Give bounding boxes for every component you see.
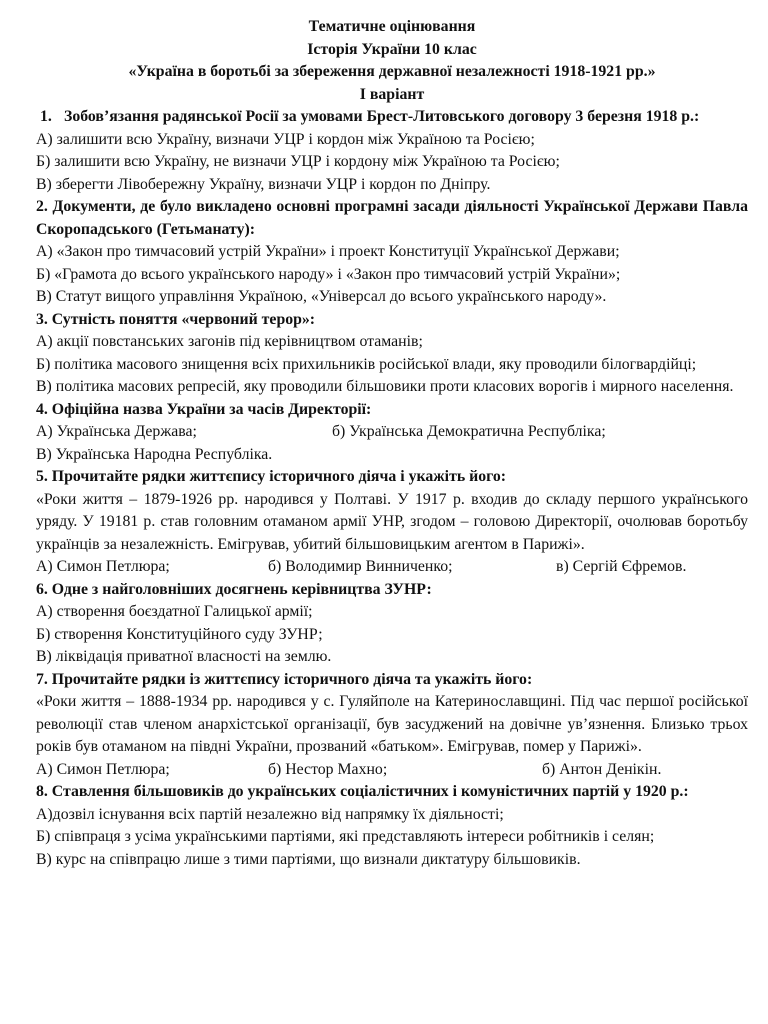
- question-8-option-b: Б) співпраця з усіма українськими партіями, які представляють інтереси робітників і селян;: [36, 828, 655, 845]
- question-6: [36, 579, 748, 669]
- question-7-option-c: б) Антон Денікін.: [542, 760, 662, 778]
- question-1-option-a: А) залишити всю Україну, визначи УЦР і кордон між Україною та Росією;: [36, 130, 535, 148]
- question-7-quote: «Роки життя – 1888-1934 рр. народився у с. Гуляйполе на Катеринославщині. Під час першої російської революції став членом анархістської організації, був засуджений на довічне ув’язнення. Близько трьох років був отаманом на півдні України, прозваний «батьком». Емігрував, помер у Парижі».: [36, 693, 748, 755]
- question-4-option-a: А) Українська Держава;: [36, 423, 197, 440]
- question-4-option-c: В) Українська Народна Республіка.: [36, 445, 273, 463]
- question-8-option-c: В) курс на співпрацю лише з тими партіями, що визнали диктатуру більшовиків.: [36, 850, 581, 868]
- question-5: [36, 466, 748, 579]
- question-3-option-b: Б) політика масового знищення всіх прихильників російської влади, яку проводили білогвардійці;: [36, 355, 697, 373]
- question-5-options-row: [36, 556, 748, 579]
- question-1: [36, 106, 748, 196]
- question-8-option-a: А)дозвіл існування всіх партій незалежно від напрямку їх діяльності;: [36, 805, 504, 823]
- question-3-title: 3. Сутність поняття «червоний терор»:: [36, 310, 316, 328]
- header-line-1: Тематичне оцінювання: [308, 18, 476, 35]
- question-1-option-c: В) зберегти Лівобережну Україну, визначи УЦР і кордон по Дніпру.: [36, 175, 491, 193]
- question-8-title: 8. Ставлення більшовиків до українських соціалістичних і комуністичних партій у 1920 р.:: [36, 783, 689, 800]
- question-5-option-c: в) Сергій Єфремов.: [556, 558, 687, 575]
- question-4-option-b: б) Українська Демократична Республіка;: [332, 423, 606, 440]
- question-6-option-a: А) створення боєздатної Галицької армії;: [36, 603, 313, 620]
- question-5-option-a: А) Симон Петлюра;: [36, 558, 170, 575]
- document-header: [36, 16, 748, 106]
- question-5-title: 5. Прочитайте рядки життєпису історичного діяча і укажіть його:: [36, 468, 507, 485]
- header-line-2: Історія України 10 клас: [307, 40, 477, 58]
- question-3-option-a: А) акції повстанських загонів під керівництвом отаманів;: [36, 333, 423, 350]
- header-line-3: «Україна в боротьбі за збереження державної незалежності 1918-1921 рр.»: [128, 63, 656, 80]
- question-5-quote: «Роки життя – 1879-1926 рр. народився у Полтаві. У 1917 р. входив до складу першого українського уряду. У 19181 р. став головним отаманом армії УНР, згодом – головою Директорії, очолював боротьбу українців за незалежність. Емігрував, убитий більшовицьким агентом в Парижі».: [36, 490, 748, 553]
- question-6-title: 6. Одне з найголовніших досягнень керівництва ЗУНР:: [36, 580, 432, 598]
- question-6-option-c: В) ліквідація приватної власності на землю.: [36, 648, 332, 665]
- question-4-options-row: [36, 421, 748, 444]
- question-2-option-a: А) «Закон про тимчасовий устрій України» і проект Конституції Української Держави;: [36, 243, 620, 260]
- question-7-option-a: А) Симон Петлюра;: [36, 760, 170, 778]
- question-2-title: 2. Документи, де було викладено основні програмні засади діяльності Української Держави Павла Скоропадського (Гетьманату):: [36, 198, 748, 238]
- question-6-option-b: Б) створення Конституційного суду ЗУНР;: [36, 625, 323, 643]
- question-3-option-c: В) політика масових репресій, яку проводили більшовики проти класових ворогів і мирного населення.: [36, 378, 734, 395]
- question-1-number: 1.: [40, 108, 52, 125]
- question-3: [36, 309, 748, 399]
- question-1-option-b: Б) залишити всю Україну, не визначи УЦР і кордону між Україною та Росією;: [36, 153, 560, 170]
- question-2: [36, 196, 748, 309]
- question-7-options-row: [36, 759, 748, 782]
- question-7: [36, 669, 748, 782]
- question-7-title: 7. Прочитайте рядки із життєпису історичного діяча та укажіть його:: [36, 670, 533, 688]
- question-8: [36, 781, 748, 871]
- question-4: [36, 399, 748, 467]
- question-5-option-b: б) Володимир Винниченко;: [268, 558, 453, 575]
- question-2-option-c: В) Статут вищого управління Україною, «Універсал до всього українського народу».: [36, 288, 607, 305]
- question-7-option-b: б) Нестор Махно;: [268, 760, 388, 778]
- question-1-text: Зобов’язання радянської Росії за умовами Брест-Литовського договору 3 березня 1918 р.:: [64, 108, 700, 125]
- question-4-title: 4. Офіційна назва України за часів Директорії:: [36, 400, 372, 418]
- question-2-option-b: Б) «Грамота до всього українського народу» і «Закон про тимчасовий устрій України»;: [36, 265, 621, 283]
- header-variant: І варіант: [359, 85, 425, 103]
- question-1-title: [36, 106, 748, 129]
